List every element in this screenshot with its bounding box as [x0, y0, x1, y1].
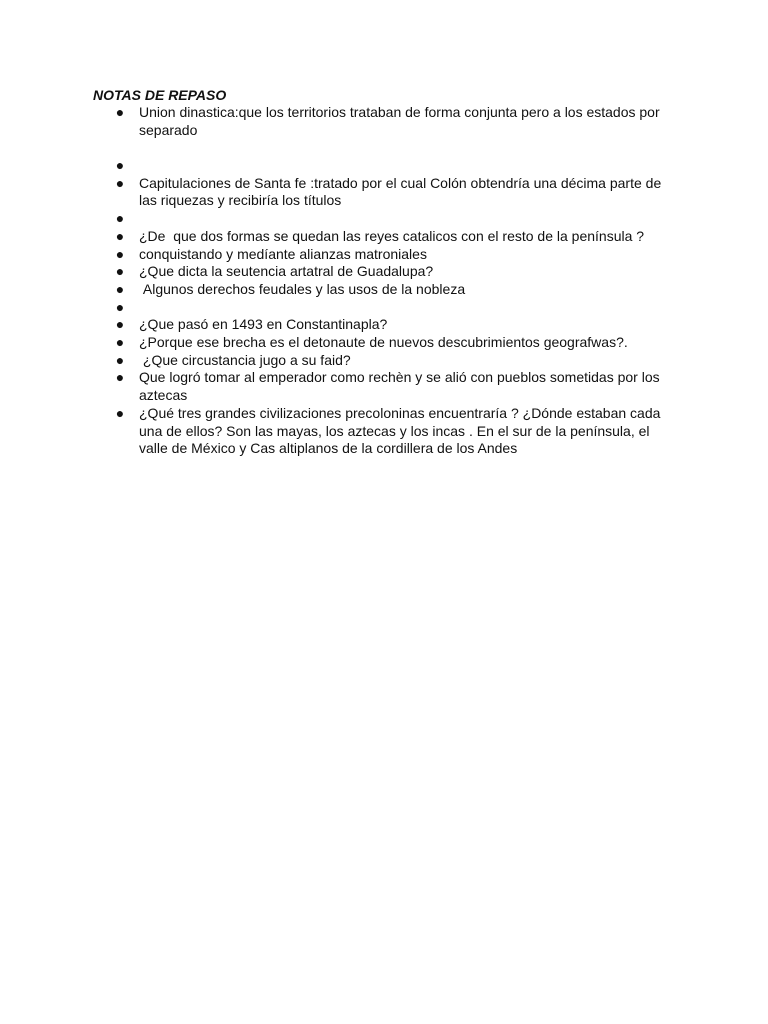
list-item — [113, 405, 673, 458]
list-item — [113, 281, 673, 299]
bullet-icon: ● — [115, 263, 125, 280]
list-item-text: ¿De que dos formas se quedan las reyes catalicos con el resto de la península ? — [139, 227, 645, 244]
list-item — [113, 210, 673, 228]
bullet-icon: ● — [115, 280, 125, 297]
list-item — [113, 246, 673, 264]
list-item — [113, 104, 673, 139]
list-item-text: conquistando y medíante alianzas matroniales — [139, 245, 427, 262]
list-item-text: Union dinastica:que los territorios trataban de forma conjunta pero a los estados por separado — [139, 104, 664, 138]
list-item-text: ¿Qué tres grandes civilizaciones precoloninas encuentraría ? ¿Dónde estaban cada una de ellos? Son las mayas, los aztecas y los incas . En el sur de la península, el valle de México y Cas altiplanos de la cordillera de los Andes — [139, 404, 665, 457]
list-item — [113, 299, 673, 317]
list-item — [113, 316, 673, 334]
list-item-text: ¿Porque ese brecha es el detonaute de nuevos descubrimientos geografwas?. — [139, 334, 628, 351]
list-item-text: ¿Que dicta la seutencia artatral de Guadalupa? — [139, 263, 434, 280]
bullet-icon: ● — [115, 404, 125, 421]
bullet-icon: ● — [115, 210, 125, 227]
bullet-icon: ● — [115, 174, 125, 191]
bullet-icon: ● — [115, 334, 125, 351]
list-item-text: Algunos derechos feudales y las usos de la nobleza — [139, 280, 466, 297]
list-item — [113, 175, 673, 210]
bullet-icon: ● — [115, 351, 125, 368]
list-item — [113, 334, 673, 352]
bullet-icon: ● — [115, 298, 125, 315]
list-item-text: ¿Que circustancia jugo a su faid? — [139, 351, 351, 368]
bullet-icon: ● — [115, 316, 125, 333]
bullet-icon: ● — [115, 245, 125, 262]
notes-list — [113, 104, 673, 458]
bullet-icon: ● — [115, 157, 125, 174]
list-item — [113, 352, 673, 370]
page-title: NOTAS DE REPASO — [93, 87, 227, 103]
list-item — [113, 228, 673, 246]
list-gap — [113, 139, 673, 157]
bullet-icon: ● — [115, 369, 125, 386]
list-item-text: Que logró tomar al emperador como rechèn y se alió con pueblos sometidas por los aztecas — [139, 369, 664, 404]
list-item — [113, 157, 673, 175]
list-item-text: ¿Que pasó en 1493 en Constantinapla? — [139, 316, 388, 333]
bullet-icon: ● — [115, 227, 125, 244]
list-item — [113, 263, 673, 281]
bullet-icon: ● — [115, 104, 125, 120]
list-item — [113, 369, 673, 404]
list-item-text: Capitulaciones de Santa fe :tratado por el cual Colón obtendría una décima parte de las riquezas y recibiría los títulos — [139, 174, 666, 209]
